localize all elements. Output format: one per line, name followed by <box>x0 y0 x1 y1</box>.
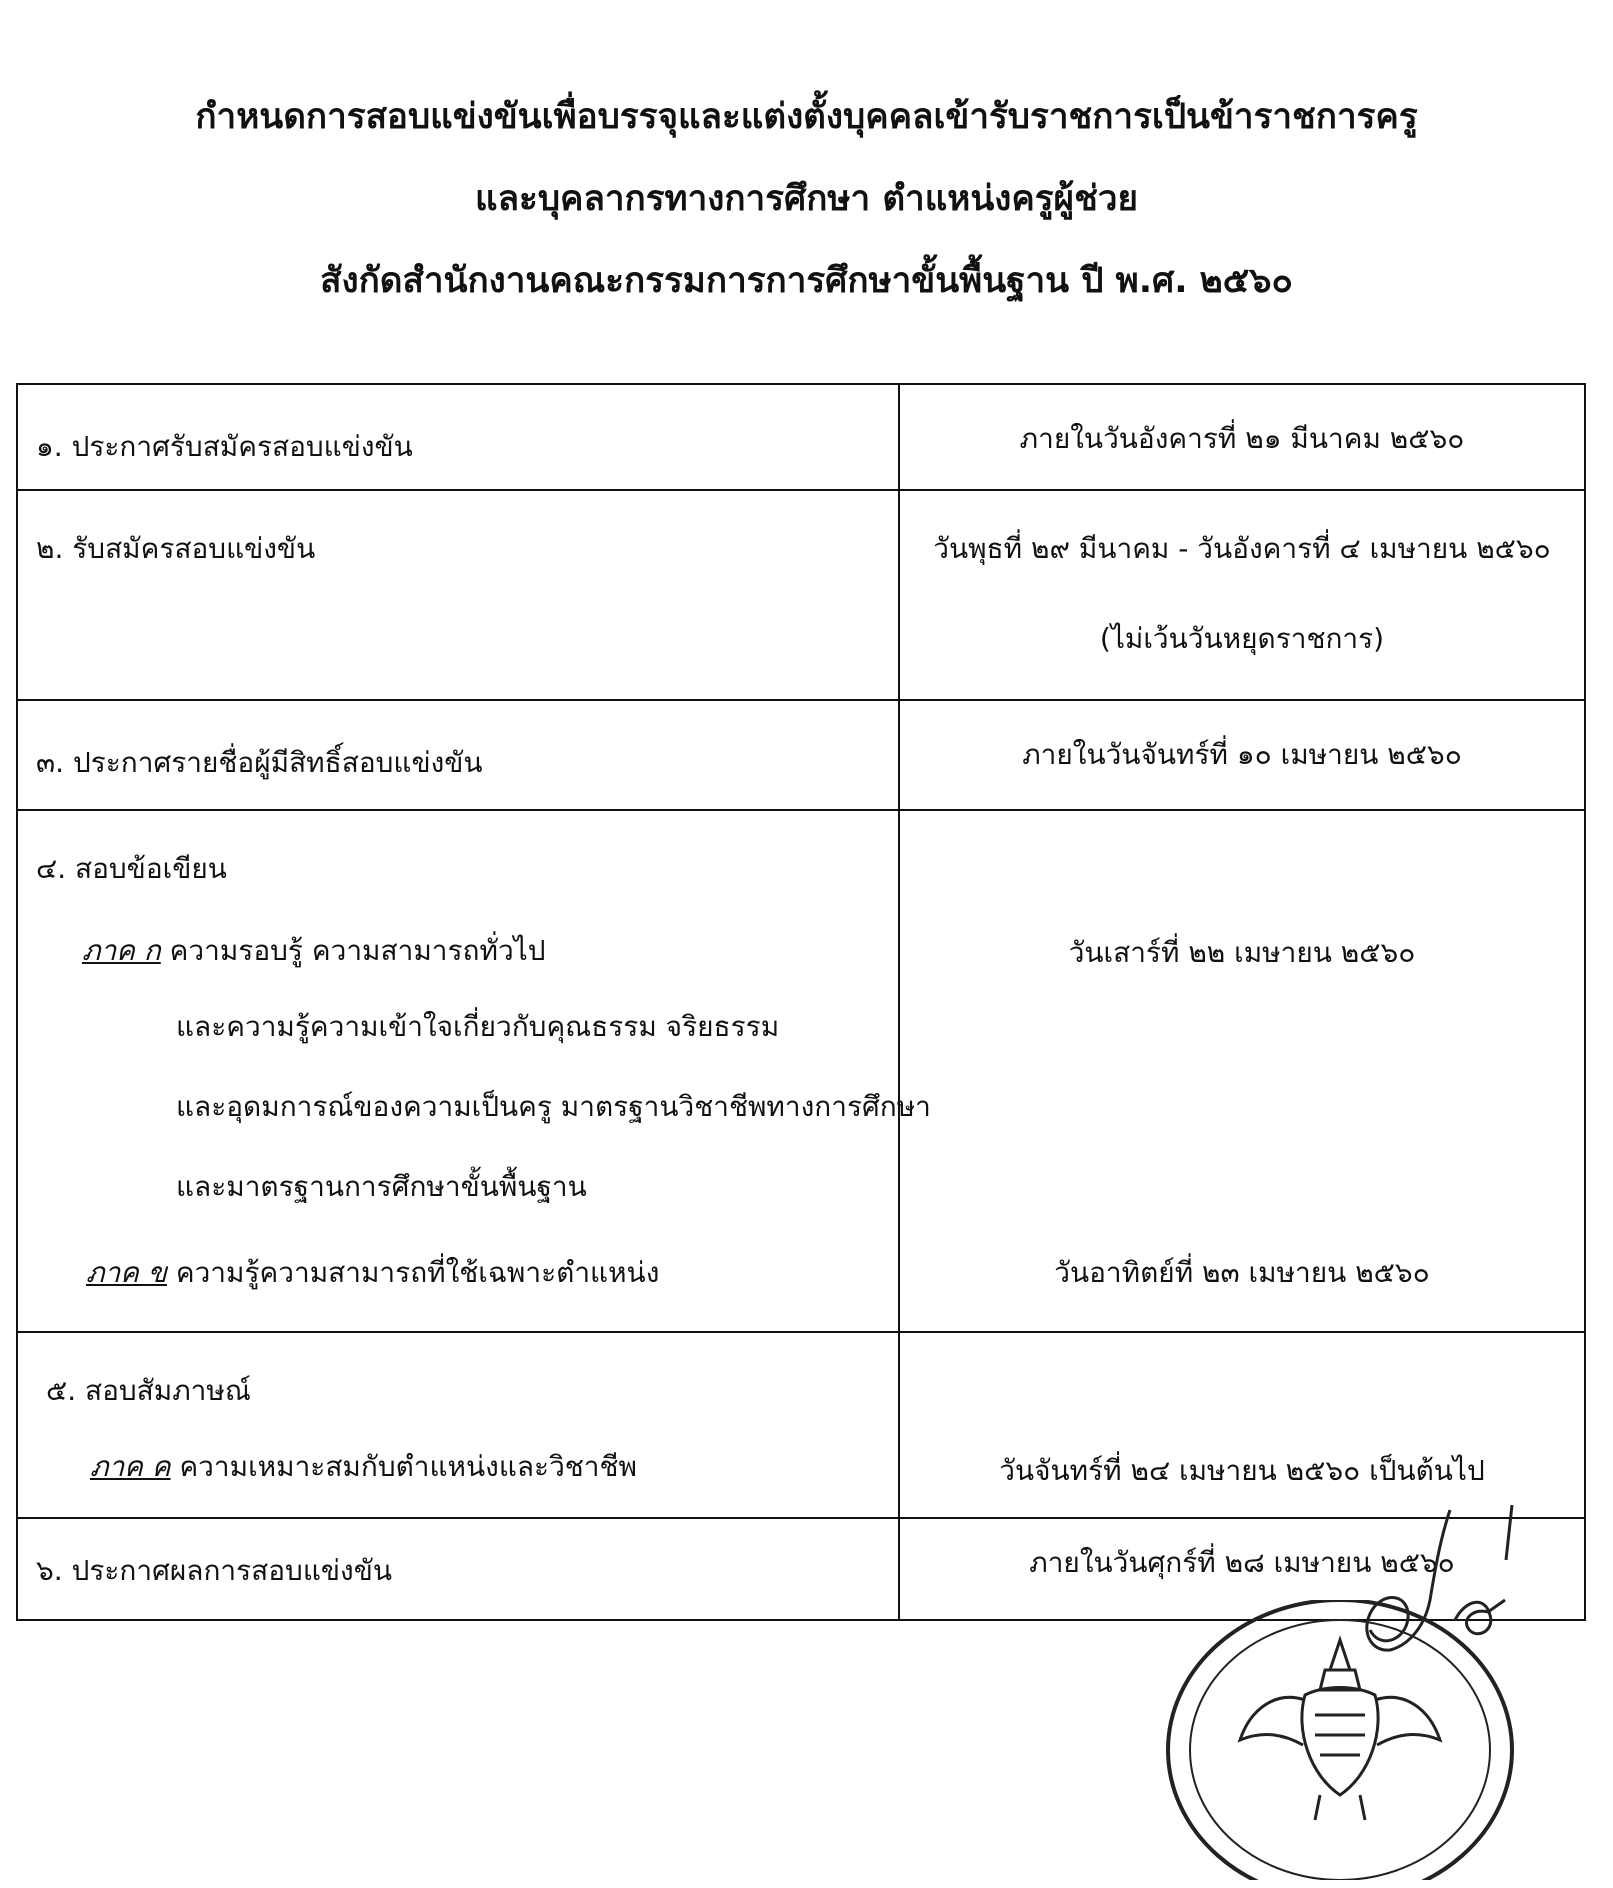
schedule-row-4 <box>17 810 1585 1332</box>
header-line-2: และบุคลากรทางการศึกษา ตำแหน่งครูผู้ช่วย <box>475 179 1138 219</box>
part-c-line <box>90 1447 637 1487</box>
schedule-item-cell <box>17 1518 899 1620</box>
part-a-date: วันเสาร์ที่ ๒๒ เมษายน ๒๕๖๐ <box>1068 936 1416 969</box>
part-a-label: ภาค ก <box>82 934 161 967</box>
schedule-item-cell <box>17 700 899 810</box>
schedule-date-text: วันจันทร์ที่ ๒๔ เมษายน ๒๕๖๐ เป็นต้นไป <box>999 1454 1485 1487</box>
document-header <box>0 95 1613 341</box>
schedule-date-cell <box>899 810 1585 1332</box>
header-line-1: กำหนดการสอบแข่งขันเพื่อบรรจุและแต่งตั้งบุคคลเข้ารับราชการเป็นข้าราชการครู <box>195 97 1418 137</box>
schedule-date-text: ภายในวันศุกร์ที่ ๒๘ เมษายน ๒๕๖๐ <box>1029 1546 1455 1579</box>
part-a-text: ความรอบรู้ ความสามารถทั่วไป <box>160 934 546 967</box>
schedule-item-text: ๔. สอบข้อเขียน <box>36 852 227 885</box>
schedule-row-1 <box>17 384 1585 490</box>
schedule-item-cell <box>17 810 931 1332</box>
schedule-date-text: ภายในวันอังคารที่ ๒๑ มีนาคม ๒๕๖๐ <box>1019 422 1465 455</box>
schedule-row-5 <box>17 1332 1585 1518</box>
part-b-line <box>86 1253 659 1293</box>
part-a-line-4: และมาตรฐานการศึกษาขั้นพื้นฐาน <box>176 1170 587 1203</box>
schedule-date-cell <box>899 490 1585 700</box>
schedule-item-text: ๖. ประกาศผลการสอบแข่งขัน <box>36 1554 392 1587</box>
part-a-line <box>82 931 546 971</box>
schedule-date-cell <box>899 1332 1585 1518</box>
schedule-item-cell <box>17 490 899 700</box>
schedule-item-cell <box>17 384 899 490</box>
schedule-date-cell <box>899 384 1585 490</box>
part-a-line-3: และอุดมการณ์ของความเป็นครู มาตรฐานวิชาชีพทางการศึกษา <box>176 1090 931 1123</box>
schedule-date-cell <box>899 700 1585 810</box>
part-b-label: ภาค ข <box>86 1256 167 1289</box>
schedule-item-text: ๕. สอบสัมภาษณ์ <box>46 1374 251 1407</box>
part-c-text: ความเหมาะสมกับตำแหน่งและวิชาชีพ <box>170 1450 637 1483</box>
schedule-item-cell <box>17 1332 899 1518</box>
part-b-text: ความรู้ความสามารถที่ใช้เฉพาะตำแหน่ง <box>166 1256 660 1289</box>
schedule-item-text: ๑. ประกาศรับสมัครสอบแข่งขัน <box>36 430 413 463</box>
schedule-table <box>16 383 1586 1621</box>
official-seal <box>1155 1600 1525 1880</box>
part-c-label: ภาค ค <box>90 1450 171 1483</box>
header-line-3: สังกัดสำนักงานคณะกรรมการการศึกษาขั้นพื้นฐาน ปี พ.ศ. ๒๕๖๐ <box>320 261 1293 301</box>
schedule-date-note: (ไม่เว้นวันหยุดราชการ) <box>1099 622 1385 655</box>
schedule-item-text: ๓. ประกาศรายชื่อผู้มีสิทธิ์สอบแข่งขัน <box>36 746 483 779</box>
schedule-item-text: ๒. รับสมัครสอบแข่งขัน <box>36 532 316 565</box>
part-a-line-2: และความรู้ความเข้าใจเกี่ยวกับคุณธรรม จริยธรรม <box>176 1010 780 1043</box>
schedule-date-text: ภายในวันจันทร์ที่ ๑๐ เมษายน ๒๕๖๐ <box>1022 738 1462 771</box>
schedule-row-2 <box>17 490 1585 700</box>
schedule-date-text: วันพุธที่ ๒๙ มีนาคม - วันอังคารที่ ๔ เมษายน ๒๕๖๐ <box>933 532 1551 565</box>
schedule-row-3 <box>17 700 1585 810</box>
garuda-emblem <box>1240 1640 1440 1820</box>
part-b-date: วันอาทิตย์ที่ ๒๓ เมษายน ๒๕๖๐ <box>1054 1256 1430 1289</box>
